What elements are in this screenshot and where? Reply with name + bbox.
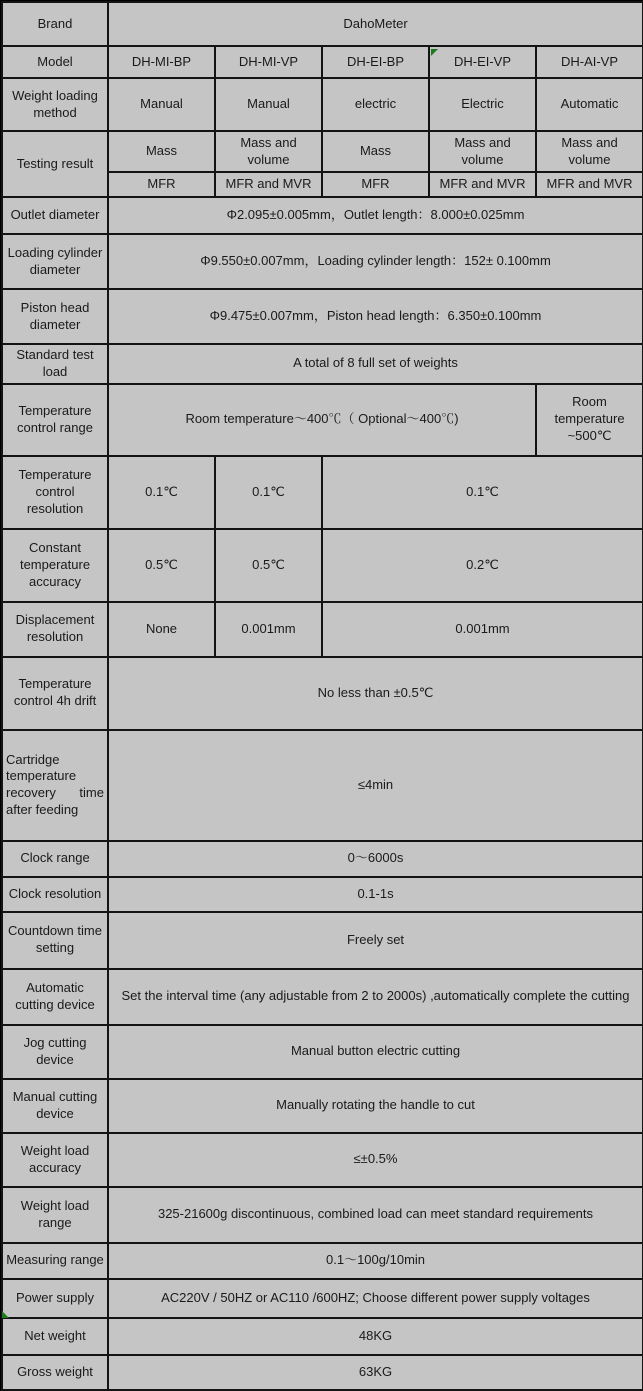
clock-resolution-value: 0.1-1s bbox=[108, 877, 643, 912]
row-label-testing-result: Testing result bbox=[2, 131, 108, 197]
table-row bbox=[2, 969, 643, 1025]
temperature-drift-value: No less than ±0.5℃ bbox=[108, 657, 643, 730]
jog-cutting-value: Manual button electric cutting bbox=[108, 1025, 643, 1079]
table-row bbox=[2, 46, 643, 78]
row-label-weight-load-accuracy: Weight load accuracy bbox=[2, 1133, 108, 1187]
gross-weight-value: 63KG bbox=[108, 1355, 643, 1390]
row-label-model: Model bbox=[2, 46, 108, 78]
row-label-clock-range: Clock range bbox=[2, 841, 108, 877]
table-row bbox=[2, 197, 643, 234]
testing-mass-cell: Mass bbox=[322, 131, 429, 172]
table-row bbox=[2, 344, 643, 384]
cartridge-recovery-value: ≤4min bbox=[108, 730, 643, 841]
table-row bbox=[2, 657, 643, 730]
table-row bbox=[2, 529, 643, 602]
piston-head-value: Φ9.475±0.007mm，Piston head length：6.350±0.100mm bbox=[108, 289, 643, 344]
testing-mfr-cell: MFR and MVR bbox=[215, 172, 322, 197]
accuracy-cell: 0.5℃ bbox=[215, 529, 322, 602]
table-row bbox=[2, 912, 643, 969]
model-cell: DH-EI-BP bbox=[322, 46, 429, 78]
table-row bbox=[2, 730, 643, 841]
cell-flag-triangle-icon bbox=[431, 49, 438, 56]
row-label-standard-test-load: Standard test load bbox=[2, 344, 108, 384]
row-label-automatic-cutting-device: Automatic cutting device bbox=[2, 969, 108, 1025]
row-label-manual-cutting-device: Manual cutting device bbox=[2, 1079, 108, 1133]
row-label-piston-head-diameter: Piston head diameter bbox=[2, 289, 108, 344]
power-supply-value: AC220V / 50HZ or AC110 /600HZ; Choose different power supply voltages bbox=[108, 1279, 643, 1318]
row-label-jog-cutting-device: Jog cutting device bbox=[2, 1025, 108, 1079]
accuracy-cell: 0.5℃ bbox=[108, 529, 215, 602]
testing-mass-cell: Mass and volume bbox=[215, 131, 322, 172]
testing-mfr-cell: MFR and MVR bbox=[536, 172, 643, 197]
row-label-temperature-drift: Temperature control 4h drift bbox=[2, 657, 108, 730]
row-label-net-weight: Net weight bbox=[2, 1318, 108, 1355]
countdown-setting-value: Freely set bbox=[108, 912, 643, 969]
row-label-clock-resolution: Clock resolution bbox=[2, 877, 108, 912]
row-label-measuring-range: Measuring range bbox=[2, 1243, 108, 1279]
accuracy-cell: 0.2℃ bbox=[322, 529, 643, 602]
testing-mfr-cell: MFR bbox=[108, 172, 215, 197]
resolution-cell: 0.1℃ bbox=[108, 456, 215, 529]
model-cell: DH-EI-VP bbox=[429, 46, 536, 78]
testing-mass-cell: Mass and volume bbox=[536, 131, 643, 172]
table-row bbox=[2, 1279, 643, 1318]
specification-table bbox=[1, 1, 643, 1391]
row-label-countdown-time-setting: Countdown time setting bbox=[2, 912, 108, 969]
table-row bbox=[2, 1355, 643, 1390]
manual-cutting-value: Manually rotating the handle to cut bbox=[108, 1079, 643, 1133]
row-label-outlet-diameter: Outlet diameter bbox=[2, 197, 108, 234]
table-row bbox=[2, 384, 643, 456]
automatic-cutting-value: Set the interval time (any adjustable from 2 to 2000s) ,automatically complete the cutting bbox=[108, 969, 643, 1025]
table-row bbox=[2, 1243, 643, 1279]
row-label-gross-weight: Gross weight bbox=[2, 1355, 108, 1390]
model-cell: DH-MI-VP bbox=[215, 46, 322, 78]
weight-loading-cell: electric bbox=[322, 78, 429, 131]
testing-mass-cell: Mass bbox=[108, 131, 215, 172]
table-row bbox=[2, 78, 643, 131]
testing-mass-cell: Mass and volume bbox=[429, 131, 536, 172]
row-label-displacement-resolution: Displacement resolution bbox=[2, 602, 108, 657]
table-row bbox=[2, 2, 643, 46]
row-label-temperature-control-range: Temperature control range bbox=[2, 384, 108, 456]
table-row bbox=[2, 289, 643, 344]
displacement-cell: 0.001mm bbox=[322, 602, 643, 657]
row-label-weight-loading-method: Weight loading method bbox=[2, 78, 108, 131]
row-label-power-supply: Power supply bbox=[2, 1279, 108, 1318]
table-row bbox=[2, 234, 643, 289]
row-label-constant-temperature-accuracy: Constant temperature accuracy bbox=[2, 529, 108, 602]
row-label-cartridge-recovery-time: Cartridge temperature recovery time after feeding bbox=[2, 730, 108, 841]
outlet-diameter-value: Φ2.095±0.005mm，Outlet length：8.000±0.025mm bbox=[108, 197, 643, 234]
weight-loading-cell: Manual bbox=[108, 78, 215, 131]
resolution-cell: 0.1℃ bbox=[215, 456, 322, 529]
testing-mfr-cell: MFR bbox=[322, 172, 429, 197]
clock-range-value: 0～6000s bbox=[108, 841, 643, 877]
weight-loading-cell: Automatic bbox=[536, 78, 643, 131]
table-row bbox=[2, 602, 643, 657]
table-row bbox=[2, 1079, 643, 1133]
table-row bbox=[2, 1133, 643, 1187]
temperature-range-main-value: Room temperature～400℃（ Optional～400℃) bbox=[108, 384, 536, 456]
table-row bbox=[2, 456, 643, 529]
row-label-loading-cylinder-diameter: Loading cylinder diameter bbox=[2, 234, 108, 289]
testing-mfr-cell: MFR and MVR bbox=[429, 172, 536, 197]
weight-load-accuracy-value: ≤±0.5% bbox=[108, 1133, 643, 1187]
temperature-range-500-value: Room temperature ~500℃ bbox=[536, 384, 643, 456]
table-row bbox=[2, 877, 643, 912]
table-row bbox=[2, 1187, 643, 1243]
cell-flag-triangle-icon bbox=[2, 1311, 9, 1318]
table-row bbox=[2, 1025, 643, 1079]
brand-value: DahoMeter bbox=[108, 2, 643, 46]
table-row bbox=[2, 131, 643, 172]
net-weight-value: 48KG bbox=[108, 1318, 643, 1355]
displacement-cell: None bbox=[108, 602, 215, 657]
weight-load-range-value: 325-21600g discontinuous, combined load can meet standard requirements bbox=[108, 1187, 643, 1243]
weight-loading-cell: Electric bbox=[429, 78, 536, 131]
row-label-temperature-control-resolution: Temperature control resolution bbox=[2, 456, 108, 529]
table-row bbox=[2, 841, 643, 877]
table-row bbox=[2, 1318, 643, 1355]
weight-loading-cell: Manual bbox=[215, 78, 322, 131]
model-cell: DH-AI-VP bbox=[536, 46, 643, 78]
model-cell: DH-MI-BP bbox=[108, 46, 215, 78]
measuring-range-value: 0.1～100g/10min bbox=[108, 1243, 643, 1279]
loading-cylinder-value: Φ9.550±0.007mm，Loading cylinder length：152± 0.100mm bbox=[108, 234, 643, 289]
standard-test-load-value: A total of 8 full set of weights bbox=[108, 344, 643, 384]
displacement-cell: 0.001mm bbox=[215, 602, 322, 657]
spec-sheet bbox=[1, 1, 643, 1391]
resolution-cell: 0.1℃ bbox=[322, 456, 643, 529]
row-label-brand: Brand bbox=[2, 2, 108, 46]
row-label-weight-load-range: Weight load range bbox=[2, 1187, 108, 1243]
